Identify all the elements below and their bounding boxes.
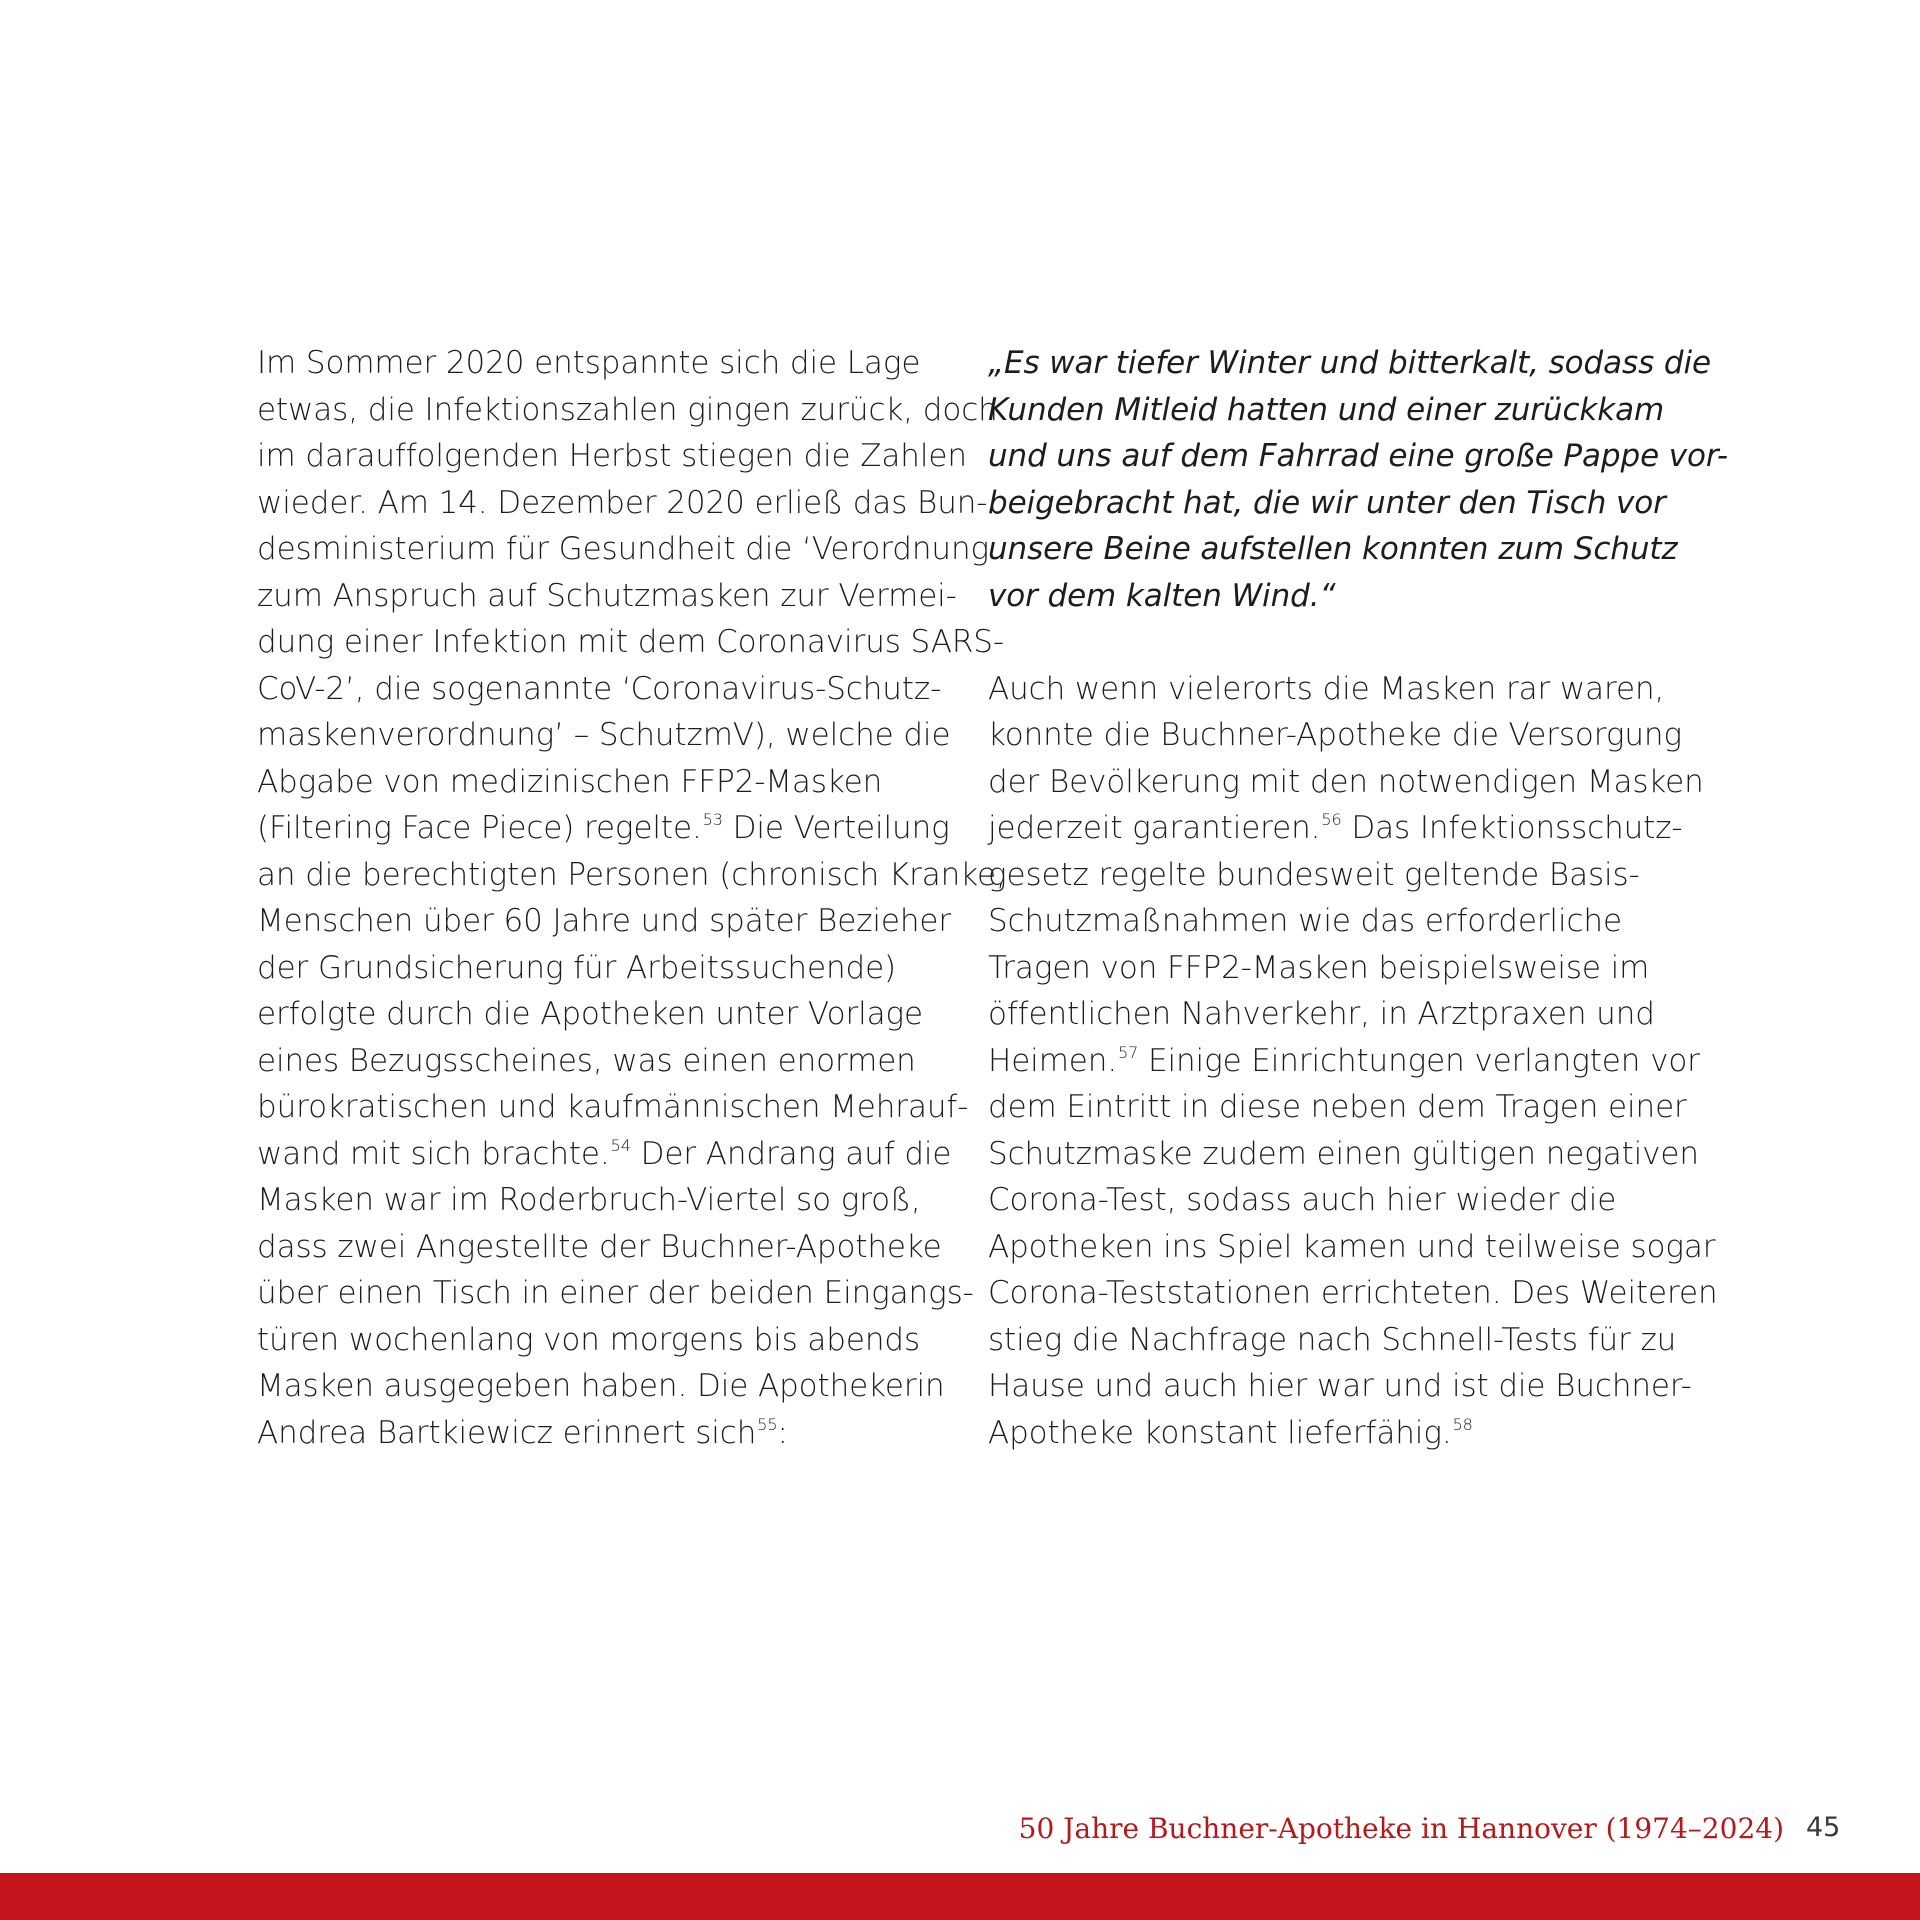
text-segment: Der Andrang auf die [630,1135,952,1172]
text-line: wieder. Am 14. Dezember 2020 erließ das Bun- [257,484,988,521]
text-line: konnte die Buchner-Apotheke die Versorgung [988,717,1682,753]
text-segment: (Filtering Face Piece) regelte. [257,810,702,846]
text-segment: Andrea Bartkiewicz erinnert sich [257,1414,757,1451]
text-line: CoV-2’, die sogenannte ‘Coronavirus-Schutz- [257,670,942,707]
text-segment: wand mit sich brachte. [257,1135,610,1172]
text-line: Masken ausgegeben haben. Die Apothekerin [257,1368,945,1404]
text-line: etwas, die Infektionszahlen gingen zurück, doch [257,391,998,428]
quote-line: Kunden Mitleid hatten und einer zurückkam [988,391,1665,428]
text-line: Schutzmaßnahmen wie das erforderliche [988,903,1622,939]
footnote-marker-53: 53 [702,810,723,829]
text-segment: Heimen. [988,1042,1118,1079]
text-segment: Die Verteilung [722,810,950,846]
footnote-marker-55: 55 [757,1414,778,1434]
running-footer-title: 50 Jahre Buchner-Apotheke in Hannover (1974–2024) [1018,1812,1784,1845]
paragraph [988,666,1718,1457]
text-line: der Bevölkerung mit den notwendigen Masken [988,763,1704,800]
text-line: an die berechtigten Personen (chronisch Kranke, [257,856,1006,893]
text-line: Hause und auch hier war und ist die Buchner- [988,1368,1692,1404]
text-line [257,1131,957,1178]
text-line [988,1038,1700,1085]
text-line: türen wochenlang von morgens bis abends [257,1321,921,1358]
quote-line: vor dem kalten Wind.“ [988,577,1336,614]
text-line [257,1410,957,1457]
text-line: Tragen von FFP2-Masken beispielsweise im [988,949,1650,986]
text-line: Menschen über 60 Jahre und später Bezieher [257,903,952,939]
bottom-accent-bar [0,1873,1920,1920]
text-line: dung einer Infektion mit dem Coronavirus SARS- [257,624,1004,660]
quote-line: „Es war tiefer Winter und bitterkalt, sodass die [988,345,1711,381]
text-line: Im Sommer 2020 entspannte sich die Lage [257,345,921,381]
text-line: Corona-Teststationen errichteten. Des Weiteren [988,1275,1718,1311]
text-segment: : [777,1414,788,1451]
text-line: der Grundsicherung für Arbeitssuchende) [257,949,897,986]
quote-block [988,340,1728,619]
text-line: desministerium für Gesundheit die ‘Verordnung [257,531,990,567]
text-line: erfolgte durch die Apotheken unter Vorlage [257,996,924,1032]
text-line: Auch wenn vielerorts die Masken rar waren, [988,670,1665,707]
text-line: Corona-Test, sodass auch hier wieder die [988,1182,1617,1218]
text-line: Schutzmaske zudem einen gültigen negativen [988,1135,1699,1172]
left-text-column [257,340,1006,1456]
text-line: dem Eintritt in diese neben dem Tragen einer [988,1089,1687,1125]
text-line: eines Bezugsscheines, was einen enormen [257,1042,916,1079]
text-line: gesetz regelte bundesweit geltende Basis- [988,856,1640,893]
text-line: stieg die Nachfrage nach Schnell-Tests für zu [988,1321,1677,1358]
text-line: dass zwei Angestellte der Buchner-Apotheke [257,1228,942,1265]
text-line: Apotheken ins Spiel kamen und teilweise sogar [988,1228,1716,1265]
text-line: maskenverordnung’ – SchutzmV), welche die [257,717,951,753]
paragraph-gap [988,619,1688,666]
text-line: Masken war im Roderbruch-Viertel so groß, [257,1182,921,1218]
footnote-marker-54: 54 [610,1135,631,1155]
text-segment: jederzeit garantieren. [988,810,1321,846]
footnote-marker-58: 58 [1452,1414,1473,1434]
text-segment: Apotheke konstant lieferfähig. [988,1414,1452,1451]
quote-line: unsere Beine aufstellen konnten zum Schutz [988,531,1678,567]
text-line [988,805,1688,852]
text-segment: Das Infektionsschutz- [1341,810,1683,846]
quote-line: und uns auf dem Fahrrad eine große Pappe vor- [988,438,1728,474]
text-line: bürokratischen und kaufmännischen Mehrauf- [257,1089,969,1125]
text-line: zum Anspruch auf Schutzmasken zur Vermei- [257,577,957,614]
text-line: Abgabe von medizinischen FFP2-Masken [257,763,883,800]
text-segment: Einige Einrichtungen verlangten vor [1138,1042,1700,1079]
text-line: im darauffolgenden Herbst stiegen die Zahlen [257,438,967,474]
text-line: öffentlichen Nahverkehr, in Arztpraxen und [988,996,1655,1032]
right-text-column [988,340,1728,1456]
footnote-marker-57: 57 [1118,1042,1139,1062]
quote-line: beigebracht hat, die wir unter den Tisch vor [988,484,1666,521]
text-line: über einen Tisch in einer der beiden Eingangs- [257,1275,974,1311]
page-number: 45 [1806,1812,1841,1843]
text-line [257,805,957,852]
footnote-marker-56: 56 [1321,810,1342,829]
text-line [988,1410,1688,1457]
